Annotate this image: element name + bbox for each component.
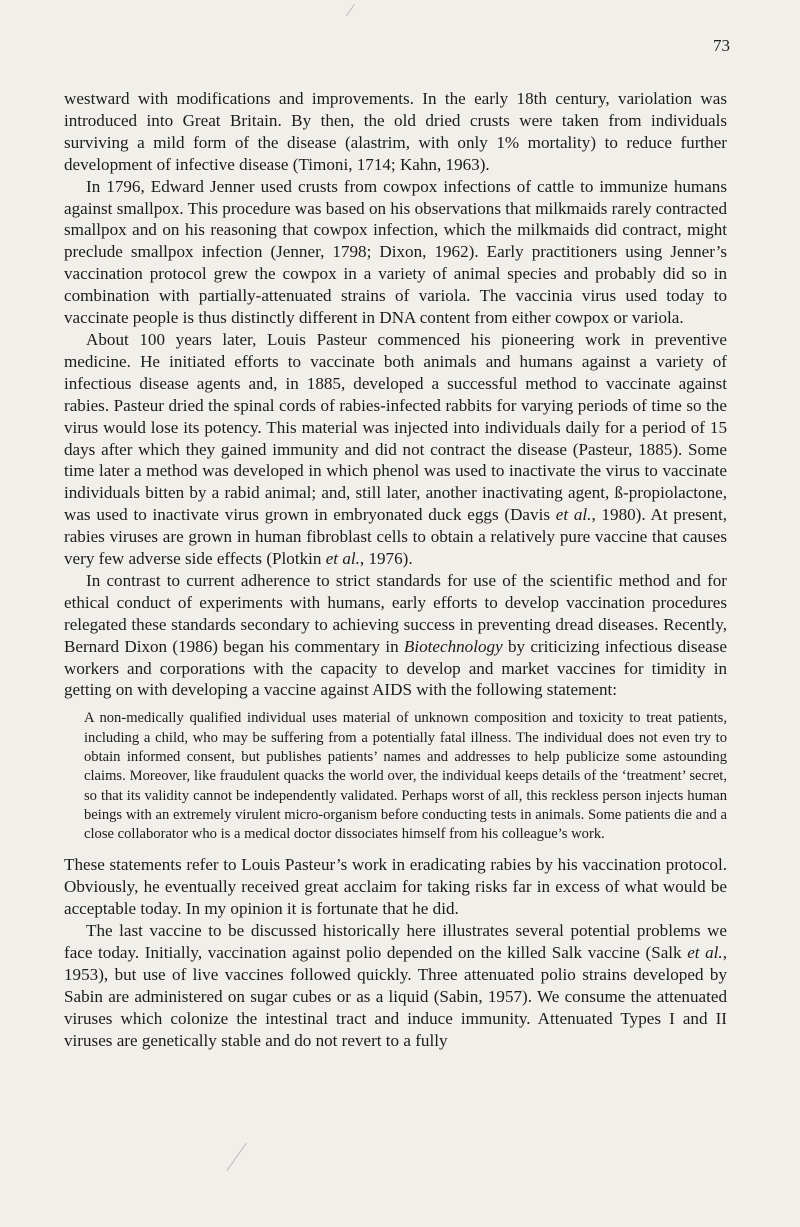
paragraph <box>64 570 727 701</box>
paragraph <box>64 329 727 570</box>
scan-speck <box>346 4 355 16</box>
italic-et-al: et al. <box>555 505 592 525</box>
text-run: by criticizing infectious disease workers and corporations with the capacity to develop and market vaccines for timidity in getting on with developing a vaccine against AIDS with the following statement: <box>64 636 727 700</box>
paragraph <box>64 920 727 1051</box>
italic-et-al: et al. <box>687 943 723 963</box>
body-text <box>64 88 727 1052</box>
text-run: About 100 years later, Louis Pasteur commenced his pioneering work in preventive medicine. He initiated efforts to vaccinate both animals and humans against a variety of infectious disease agents and, in 1885, developed a successful method to vaccinate against rabies. Pasteur dried the spinal cords of rabies-infected rabbits for varying periods of time so the virus would lose its potency. This material was injected into individuals daily for a period of 15 days after which they gained immunity and did not contract the disease (Pasteur, 1885). Some time later a method was developed in which phenol was used to inactivate the virus to vaccinate individuals bitten by a rabid animal; and, still later, another inactivating agent, ß-propiolactone, was used to inactivate virus grown in embryonated duck eggs (Davis <box>64 329 727 525</box>
journal-title: Biotechnology <box>403 636 503 656</box>
text-run: , 1980). At present, rabies viruses are grown in human fibroblast cells to obtain a relatively pure vaccine that causes very few adverse side effects (Plotkin <box>64 505 727 569</box>
text-run: The last vaccine to be discussed historically here illustrates several potential problems we face today. Initially, vaccination against polio depended on the killed Salk vaccine (Salk <box>64 921 727 963</box>
text-run: In contrast to current adherence to strict standards for use of the scientific method and for ethical conduct of experiments with humans, early efforts to develop vaccination procedures relegated these standards secondary to achieving success in preventing dread diseases. Recently, Bernard Dixon (1986) began his commentary in <box>64 570 727 656</box>
paragraph: westward with modifications and improvements. In the early 18th century, variolation was introduced into Great Britain. By then, the old dried crusts were taken from individuals surviving a mild form of the disease (alastrim, with only 1% mortality) to reduce further development of infective disease (Timoni, 1714; Kahn, 1963). <box>64 89 727 174</box>
paragraph: In 1796, Edward Jenner used crusts from cowpox infections of cattle to immunize humans against smallpox. This procedure was based on his observations that milkmaids rarely contracted smallpox and on his reasoning that cowpox infection, which the milkmaids did contract, might preclude smallpox infection (Jenner, 1798; Dixon, 1962). Early practitioners using Jenner’s vaccination protocol grew the cowpox in a variety of animal species and probably did so in combination with partially-attenuated strains of variola. The vaccinia virus used today to vaccinate people is thus distinctly different in DNA content from either cowpox or variola. <box>64 176 727 328</box>
text-run: , 1976). <box>359 549 413 569</box>
paragraph: These statements refer to Louis Pasteur’s work in eradicating rabies by his vaccination protocol. Obviously, he eventually received great acclaim for taking risks far in excess of what would be acceptable today. In my opinion it is fortunate that he did. <box>64 855 727 919</box>
block-quote: A non-medically qualified individual uses material of unknown composition and toxicity to treat patients, including a child, who may be suffering from a potentially fatal illness. The individual does not even try to obtain informed consent, but publishes patients’ names and addresses to help publicize some astounding claims. Moreover, like fraudulent quacks the world over, the individual keeps details of the ‘treatment’ secret, so that its validity cannot be independently validated. Perhaps worst of all, this reckless person injects human beings with an extremely virulent micro-organism before conducting tests in animals. Some patients die and a close collaborator who is a medical doctor dissociates himself from his colleague’s work. <box>84 710 727 843</box>
text-run: , 1953), but use of live vaccines followed quickly. Three attenuated polio strains developed by Sabin are administered on sugar cubes or as a liquid (Sabin, 1957). We consume the attenuated viruses which colonize the intestinal tract and induce immunity. Attenuated Types I and II viruses are genetically stable and do not revert to a fully <box>64 943 727 1050</box>
italic-et-al: et al. <box>325 549 360 569</box>
page-number: 73 <box>713 36 730 55</box>
scan-speck <box>226 1143 246 1171</box>
